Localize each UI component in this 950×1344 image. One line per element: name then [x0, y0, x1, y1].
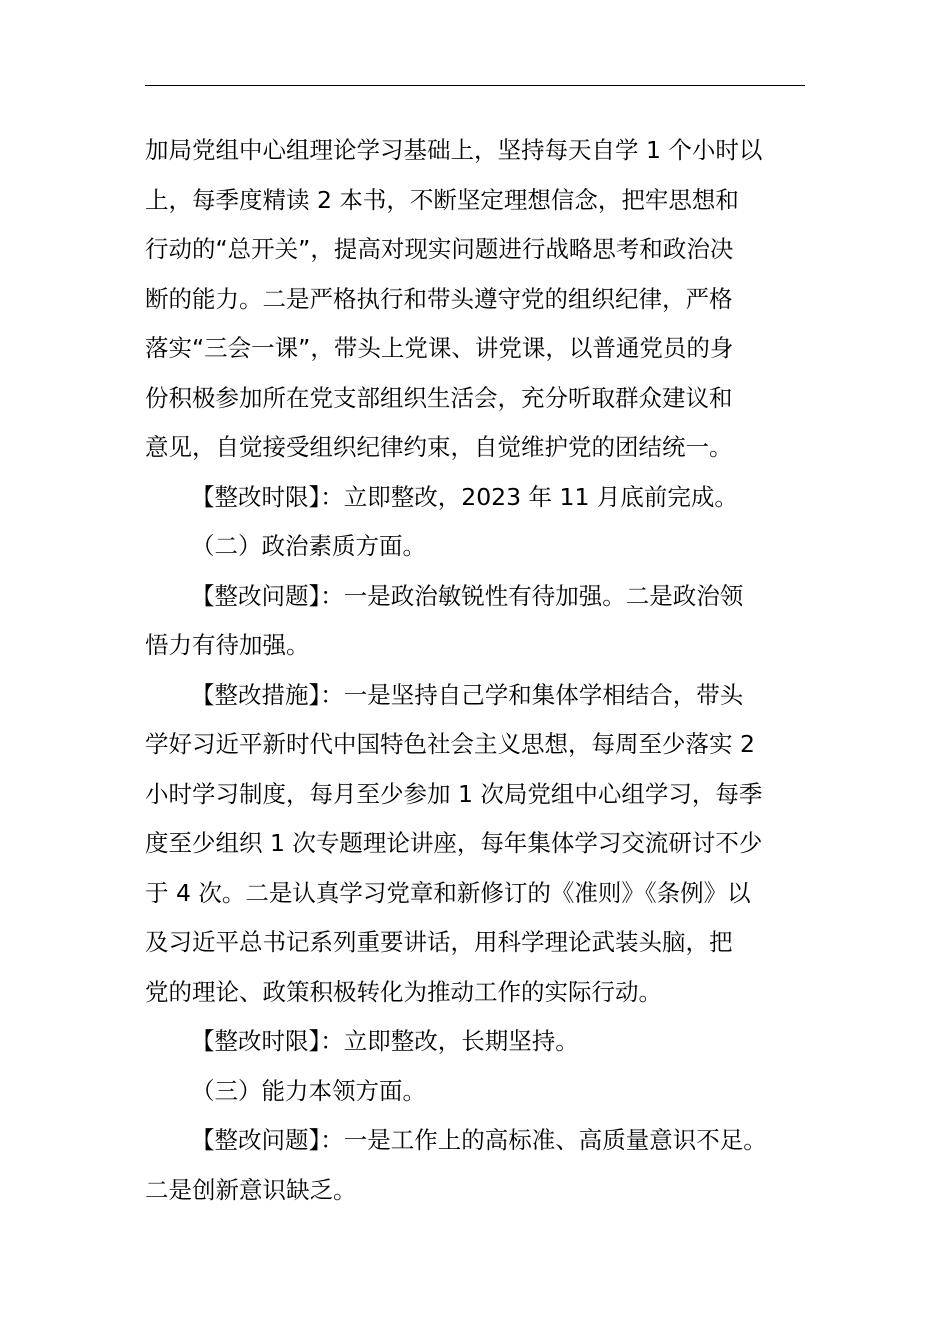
header-rule	[145, 85, 805, 86]
deadline-line: 【整改时限】：立即整改，2023 年 11 月底前完成。	[191, 482, 738, 511]
paragraph-line: 度至少组织 1 次专题理论讲座，每年集体学习交流研讨不少	[145, 829, 763, 857]
measures-line: 【整改措施】：一是坚持自己学和集体学相结合，带头	[191, 680, 744, 709]
paragraph-line: 二是创新意识缺乏。	[145, 1175, 357, 1204]
paragraph-line: 学好习近平新时代中国特色社会主义思想，每周至少落实 2	[145, 730, 755, 758]
paragraph-line: 小时学习制度，每月至少参加 1 次局党组中心组学习，每季	[145, 779, 763, 808]
paragraph-line: 上，每季度精读 2 本书，不断坚定理想信念，把牢思想和	[145, 185, 739, 214]
deadline-line: 【整改时限】：立即整改，长期坚持。	[191, 1027, 579, 1055]
section-heading-capability: （三）能力本领方面。	[191, 1076, 426, 1105]
issue-line: 【整改问题】：一是工作上的高标准、高质量意识不足。	[191, 1126, 767, 1154]
paragraph-line: 及习近平总书记系列重要讲话，用科学理论武装头脑，把	[145, 928, 733, 956]
paragraph-line: 断的能力。二是严格执行和带头遵守党的组织纪律，严格	[145, 284, 733, 313]
section-heading-political-quality: （二）政治素质方面。	[191, 532, 426, 560]
paragraph-line: 份积极参加所在党支部组织生活会，充分听取群众建议和	[145, 383, 733, 412]
paragraph-line: 悟力有待加强。	[145, 631, 310, 659]
paragraph-line: 党的理论、政策积极转化为推动工作的实际行动。	[145, 977, 662, 1006]
paragraph-line: 行动的“总开关”，提高对现实问题进行战略思考和政治决	[145, 235, 734, 263]
paragraph-line: 意见，自觉接受组织纪律约束，自觉维护党的团结统一。	[145, 433, 733, 461]
issue-line: 【整改问题】：一是政治敏锐性有待加强。二是政治领	[191, 581, 744, 610]
paragraph-line: 落实“三会一课”，带头上党课、讲党课，以普通党员的身	[145, 334, 734, 362]
document-body	[145, 126, 817, 1215]
paragraph-line: 于 4 次。二是认真学习党章和新修订的《准则》《条例》以	[145, 878, 751, 907]
paragraph-line: 加局党组中心组理论学习基础上，坚持每天自学 1 个小时以	[145, 136, 763, 164]
